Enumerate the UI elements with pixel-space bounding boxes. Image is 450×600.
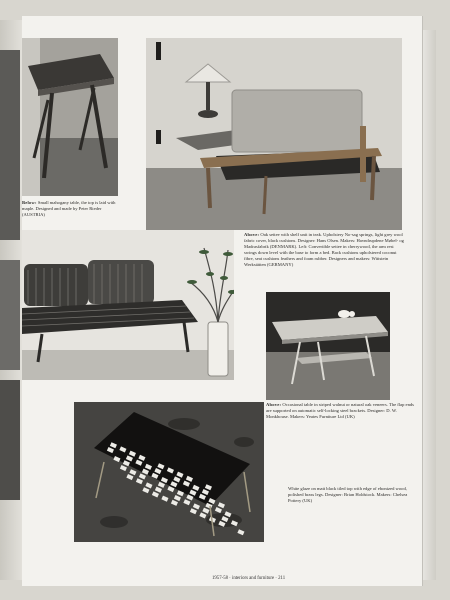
photo-mahogany-table: [22, 38, 118, 196]
caption-tiled-table: [288, 486, 418, 504]
caption-text: Small mahogany table, the top is laid with maple. Designed and made by Peter Rieder (AUSTRIA): [22, 200, 116, 218]
book-page: [22, 16, 422, 586]
photo-oak-settee: [146, 38, 402, 230]
photo-convertible-settee: [22, 230, 234, 380]
page-edge: [420, 30, 436, 580]
left-page-photo: [0, 50, 20, 240]
photo-tiled-table: [74, 402, 264, 542]
left-page-edge: [0, 20, 22, 580]
caption-oak-settee: [244, 232, 404, 269]
mahogany-table-image: [22, 38, 118, 196]
caption-text: Oak settee with shelf unit in teak. Upholstery No-sag springs, light grey wool fabric cover, black cushions. Designer: Hans Olsen. Makers: Havndrupdene Møbel- og Madrasfabrik (DENMARK). Left: Convertible settee in cherrywood, the arm rest swings down level with the base to form a bed. Back cushions upholstered coconut fibre, seat cushions feathers and foam rubber. Designers and makers: Wittstein Werkstätten (GERMANY): [244, 232, 404, 268]
caption-text: Occasional table in striped walnut or natural oak veneers. The flap ends are supported on automatic self-locking steel brackets. Designer: D. W. Monkhouse. Makers: Yeates Furniture Ltd (UK): [266, 402, 414, 420]
tiled-table-image: [74, 402, 264, 542]
occasional-table-image: [266, 292, 390, 400]
page-footer: 1957-58 · interiors and furniture · 211: [212, 576, 286, 581]
left-page-photo: [0, 380, 20, 500]
left-page-photo: [0, 260, 20, 370]
caption-occasional-table: [266, 402, 416, 420]
caption-mahogany-table: [22, 200, 120, 218]
convertible-settee-image: [22, 230, 234, 380]
caption-lead: Above:: [244, 232, 260, 237]
caption-lead: Above:: [266, 402, 282, 407]
oak-settee-image: [146, 38, 402, 230]
caption-text: White glaze on matt black tiled top with edge of ebonized wood, polished brass legs. Designer: Brian Holdstock. Makers: Chelsea Pottery (UK): [288, 486, 408, 504]
photo-occasional-table: [266, 292, 390, 400]
caption-lead: Below:: [22, 200, 37, 205]
